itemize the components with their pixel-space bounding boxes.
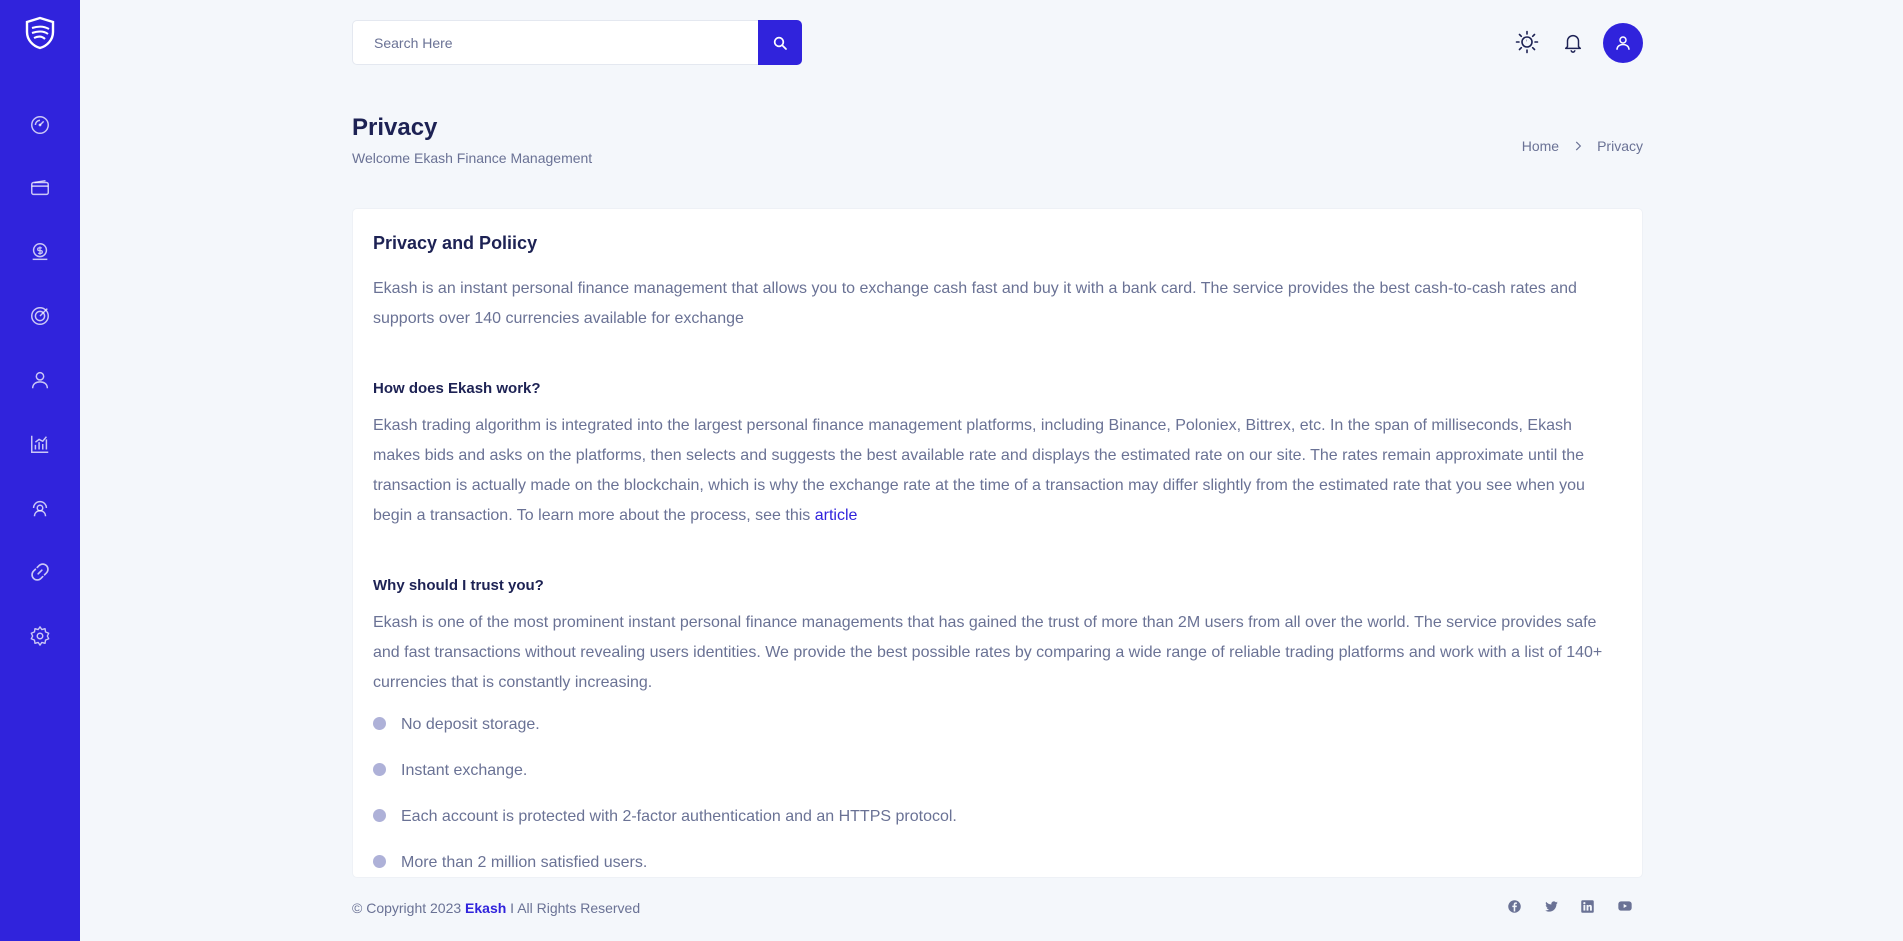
- linkedin-icon: [1580, 899, 1595, 914]
- footer-brand-link[interactable]: Ekash: [465, 900, 507, 916]
- page-title: Privacy: [352, 114, 438, 141]
- section-text-how-it-works: [373, 411, 1622, 531]
- wallet-icon: [29, 177, 51, 199]
- sun-icon: [1515, 30, 1539, 54]
- content-heading: Privacy and Poliicy: [373, 233, 538, 253]
- page-subtitle: Welcome Ekash Finance Management: [352, 150, 593, 166]
- features-list: [373, 714, 1622, 874]
- logo-icon[interactable]: [24, 16, 56, 50]
- user-icon: [29, 369, 51, 391]
- chevron-right-icon: [1571, 139, 1585, 153]
- copyright-prefix: © Copyright 2023: [352, 900, 466, 916]
- chart-icon: [29, 433, 51, 455]
- user-icon: [1614, 34, 1632, 52]
- nav-analytics[interactable]: [25, 429, 55, 459]
- link-icon: [29, 561, 51, 583]
- list-item: Each account is protected with 2-factor authentication and an HTTPS protocol.: [373, 806, 1622, 828]
- bell-icon: [1562, 31, 1584, 53]
- youtube-link[interactable]: [1616, 897, 1634, 915]
- nav-target[interactable]: [25, 301, 55, 331]
- list-item: More than 2 million satisfied users.: [373, 852, 1622, 874]
- twitter-icon: [1544, 899, 1559, 914]
- twitter-link[interactable]: [1542, 897, 1560, 915]
- nav-support[interactable]: [25, 493, 55, 523]
- notifications-button[interactable]: [1560, 29, 1586, 55]
- section-text-body: Ekash trading algorithm is integrated into the largest personal finance management platforms, including Binance, Poloniex, Bittrex, etc. In the span of milliseconds, Ekash makes bids and asks on the platforms, then selects and suggests the best available rate and displays the estimated rate on our site. The rates remain approximate until the transaction is actually made on the blockchain, which is why the exchange rate at the time of a transaction may differ slightly from the estimated rate that you see when you begin a transaction. To learn more about the process, see this: [373, 417, 1585, 524]
- search-input[interactable]: [352, 20, 758, 65]
- theme-toggle[interactable]: [1514, 29, 1540, 55]
- list-item: No deposit storage.: [373, 714, 1622, 736]
- content-card: [352, 208, 1643, 878]
- search-button[interactable]: [758, 20, 802, 65]
- breadcrumb-home[interactable]: Home: [1521, 138, 1560, 154]
- search-icon: [772, 35, 788, 51]
- list-item: Instant exchange.: [373, 760, 1622, 782]
- breadcrumb-current: Privacy: [1597, 138, 1643, 154]
- section-text-trust: Ekash is one of the most prominent instant personal finance managements that has gained the trust of more than 2M users from all over the world. The service provides safe and fast transactions without revealing users identities. We provide the best possible rates by comparing a wide range of reliable trading platforms and work with a list of 140+ currencies that is constantly increasing.: [373, 614, 1603, 691]
- nav-links[interactable]: [25, 557, 55, 587]
- intro-text: Ekash is an instant personal finance management that allows you to exchange cash fast and buy it with a bank card. The service provides the best cash-to-cash rates and supports over 140 currencies available for exchange: [373, 280, 1577, 327]
- gear-icon: [29, 625, 51, 647]
- speedometer-icon: [29, 114, 51, 136]
- target-icon: [29, 305, 51, 327]
- footer-copyright: [352, 900, 640, 916]
- nav-wallet[interactable]: [25, 173, 55, 203]
- section-title-trust: Why should I trust you?: [373, 577, 544, 594]
- nav-dashboard[interactable]: [25, 110, 55, 140]
- money-icon: [29, 241, 51, 263]
- facebook-icon: [1507, 899, 1522, 914]
- article-link[interactable]: article: [814, 507, 858, 524]
- section-title-how-it-works: How does Ekash work?: [373, 380, 541, 397]
- sidebar: [0, 0, 80, 941]
- nav-settings[interactable]: [25, 621, 55, 651]
- copyright-suffix: I All Rights Reserved: [506, 900, 641, 916]
- facebook-link[interactable]: [1505, 897, 1523, 915]
- youtube-icon: [1617, 898, 1633, 914]
- linkedin-link[interactable]: [1578, 897, 1596, 915]
- avatar[interactable]: [1603, 23, 1643, 63]
- nav-payment[interactable]: [25, 237, 55, 267]
- nav-profile[interactable]: [25, 365, 55, 395]
- breadcrumb: [1522, 138, 1643, 154]
- search-bar: [352, 20, 802, 65]
- support-icon: [29, 497, 51, 519]
